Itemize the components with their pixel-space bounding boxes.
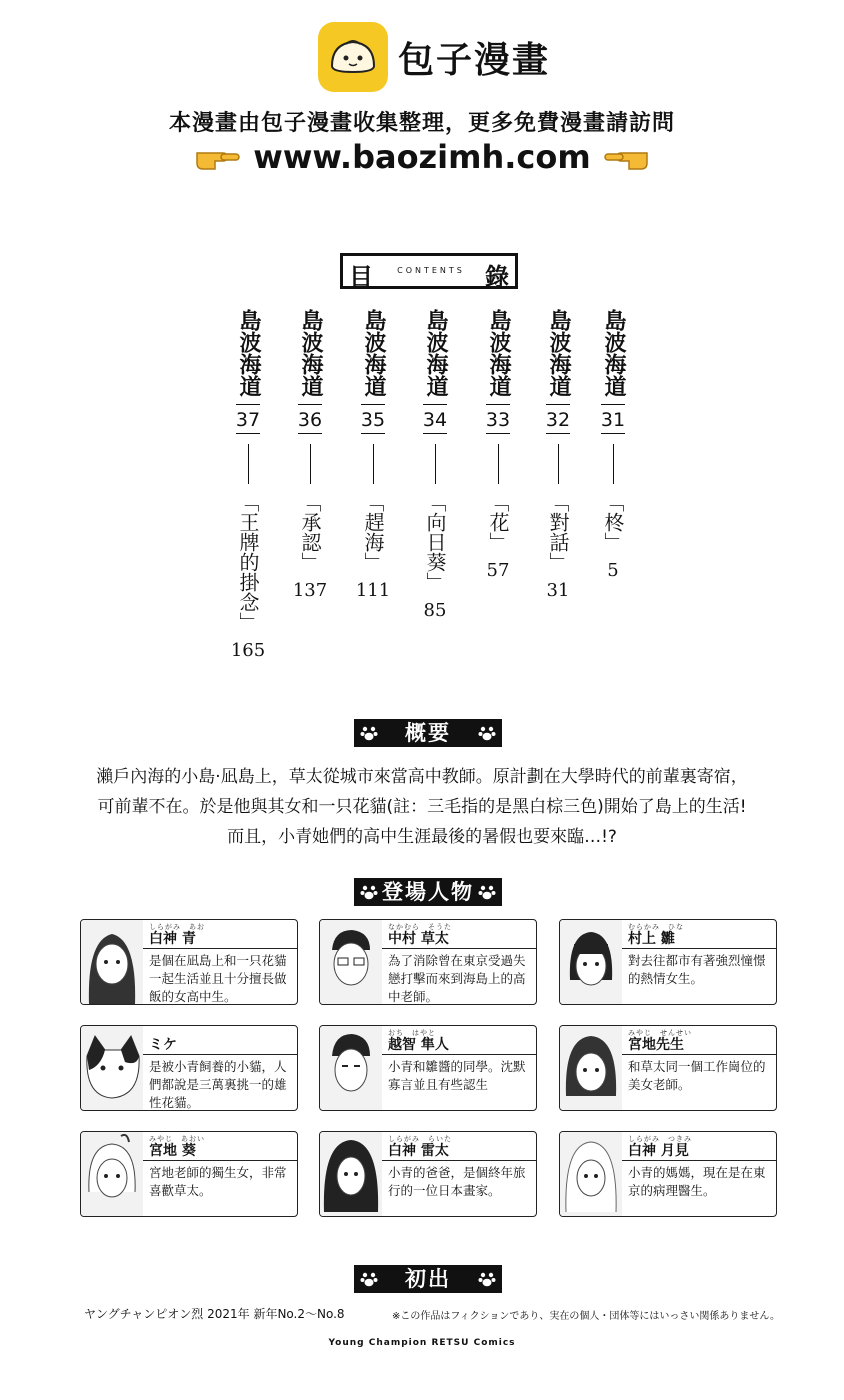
toc-chapter-number: 34 (422, 409, 448, 431)
character-description: 為了消除曾在東京受過失戀打擊而來到海島上的高中老師。 (388, 953, 526, 1004)
toc-chapter-title: 「趕海」 (361, 492, 385, 572)
contents-left-char: 目 (349, 263, 373, 291)
character-portrait-icon (81, 920, 143, 1004)
toc-page-number: 137 (292, 580, 328, 601)
paw-icon (478, 1270, 496, 1288)
character-description: 和草太同一個工作崗位的美女老師。 (628, 1059, 766, 1092)
toc-chapter-number: 31 (600, 409, 626, 431)
character-portrait-icon (320, 920, 382, 1004)
fiction-disclaimer: ※この作品はフィクションであり、実在の個人・団体等にはいっさい関係ありません。 (392, 1311, 780, 1322)
character-ruby: しらがみ あお (149, 923, 205, 931)
character-ruby: むらかみ ひな (628, 923, 684, 931)
imprint-footer: Young Champion RETSU Comics (328, 1338, 516, 1348)
toc-chapter-title: 「王牌的掛念」 (236, 492, 260, 632)
character-card[interactable] (319, 1131, 537, 1217)
characters-heading-text: 登場人物 (382, 880, 474, 904)
character-card[interactable] (80, 1025, 298, 1111)
toc-chapter-title: 「承認」 (298, 492, 322, 572)
contents-label: CONTENTS (397, 266, 465, 275)
toc-series: 島波海道 (361, 309, 386, 397)
summary-line: 瀨戶內海的小島·凪島上，草太從城市來當高中教師。原計劃在大學時代的前輩裏寄宿， (96, 767, 748, 787)
character-description: 宮地老師的獨生女，非常喜歡草太。 (149, 1165, 287, 1198)
toc-page-number: 57 (486, 560, 510, 581)
paw-icon (360, 1270, 378, 1288)
character-card[interactable] (559, 1025, 777, 1111)
character-description: 小青的媽媽，現在是在東京的病理醫生。 (628, 1165, 766, 1198)
toc-chapter-title: 「向日葵」 (423, 492, 447, 592)
pointing-hand-left-icon (603, 141, 651, 173)
toc-series: 島波海道 (486, 309, 511, 397)
character-ruby: おち はやと (388, 1029, 436, 1037)
toc-page-number: 111 (355, 580, 391, 601)
paw-icon (478, 883, 496, 901)
character-description: 是個在凪島上和一只花貓一起生活並且十分擅長做飯的女高中生。 (149, 953, 287, 1004)
character-name: 中村 草太 (388, 931, 449, 947)
toc-entry[interactable] (593, 308, 633, 581)
toc-chapter-title: 「花」 (486, 492, 510, 552)
character-card[interactable] (319, 919, 537, 1005)
toc-page-number: 31 (546, 580, 570, 601)
character-name: 宮地 葵 (149, 1143, 196, 1159)
character-description: 是被小青飼養的小貓，人們都說是三萬裏挑一的雄性花貓。 (149, 1059, 287, 1110)
character-description: 小青和雛醬的同學。沈默寡言並且有些認生 (388, 1059, 526, 1092)
site-url-link[interactable]: www.baozimh.com (253, 138, 591, 176)
character-card[interactable] (559, 919, 777, 1005)
character-ruby: しらがみ つきみ (628, 1135, 692, 1143)
toc-entry[interactable] (538, 308, 578, 601)
character-ruby: みやじ せんせい (628, 1029, 692, 1037)
toc-chapter-number: 37 (235, 409, 261, 431)
character-name: 白神 青 (149, 931, 196, 947)
summary-heading-text: 概要 (405, 721, 451, 745)
character-ruby: みやじ あおい (149, 1135, 205, 1143)
first-published-heading (354, 1265, 502, 1293)
url-row (0, 138, 844, 182)
character-card[interactable] (559, 1131, 777, 1217)
character-portrait-icon (560, 1132, 622, 1216)
character-card[interactable] (80, 1131, 298, 1217)
paw-icon (360, 724, 378, 742)
toc-entry[interactable] (353, 308, 393, 601)
character-name: 村上 雛 (628, 931, 675, 947)
toc-page-number: 85 (423, 600, 447, 621)
contents-right-char: 錄 (485, 263, 509, 291)
toc-chapter-number: 33 (485, 409, 511, 431)
toc-entry[interactable] (478, 308, 518, 581)
toc-chapter-number: 36 (297, 409, 323, 431)
toc-entry[interactable] (415, 308, 455, 621)
toc-chapter-number: 32 (545, 409, 571, 431)
baozi-logo-icon (318, 22, 388, 92)
character-portrait-icon (81, 1132, 143, 1216)
summary-heading (354, 719, 502, 747)
brand-name: 包子漫畫 (398, 40, 551, 81)
toc-chapter-number: 35 (360, 409, 386, 431)
toc-page-number: 5 (607, 560, 619, 581)
character-ruby: しらがみ らいた (388, 1135, 452, 1143)
toc-series: 島波海道 (546, 309, 571, 397)
character-portrait-icon (320, 1132, 382, 1216)
toc-series: 島波海道 (236, 309, 261, 397)
cat-portrait-icon (81, 1026, 143, 1110)
character-description: 小青的爸爸，是個終年旅行的一位日本畫家。 (388, 1165, 526, 1198)
toc-series: 島波海道 (601, 309, 626, 397)
toc-chapter-title: 「柊」 (601, 492, 625, 552)
toc-entry[interactable] (290, 308, 330, 601)
character-name: 白神 雷太 (388, 1143, 449, 1159)
publication-info: ヤングチャンピオン烈 2021年 新年No.2～No.8 (84, 1307, 345, 1321)
pointing-hand-right-icon (193, 141, 241, 173)
character-name: 越智 隼人 (388, 1037, 449, 1053)
summary-text (0, 762, 844, 852)
character-card[interactable] (319, 1025, 537, 1111)
first-published-heading-text: 初出 (405, 1267, 451, 1291)
toc-series: 島波海道 (423, 309, 448, 397)
character-portrait-icon (560, 1026, 622, 1110)
promo-text: 本漫畫由包子漫畫收集整理，更多免費漫畫請訪問 (168, 111, 675, 136)
character-name: 宮地先生 (628, 1037, 684, 1053)
contents-heading (340, 253, 518, 289)
summary-line: 可前輩不在。於是他與其女和一只花貓(註：三毛指的是黑白棕三色)開始了島上的生活! (97, 797, 747, 817)
paw-icon (478, 724, 496, 742)
toc-series: 島波海道 (298, 309, 323, 397)
character-name: 白神 月見 (628, 1143, 689, 1159)
character-ruby: なかむら そうた (388, 923, 452, 931)
characters-heading (354, 878, 502, 906)
paw-icon (360, 883, 378, 901)
character-name: ミケ (149, 1037, 177, 1053)
toc-page-number: 165 (230, 640, 266, 661)
character-portrait-icon (560, 920, 622, 1004)
toc-chapter-title: 「對話」 (546, 492, 570, 572)
toc-entry[interactable] (228, 308, 268, 661)
character-card[interactable] (80, 919, 298, 1005)
character-description: 對去往都市有著強烈憧憬的熱情女生。 (628, 953, 766, 986)
character-portrait-icon (320, 1026, 382, 1110)
summary-line: 而且，小青她們的高中生涯最後的暑假也要來臨…!? (227, 827, 617, 847)
